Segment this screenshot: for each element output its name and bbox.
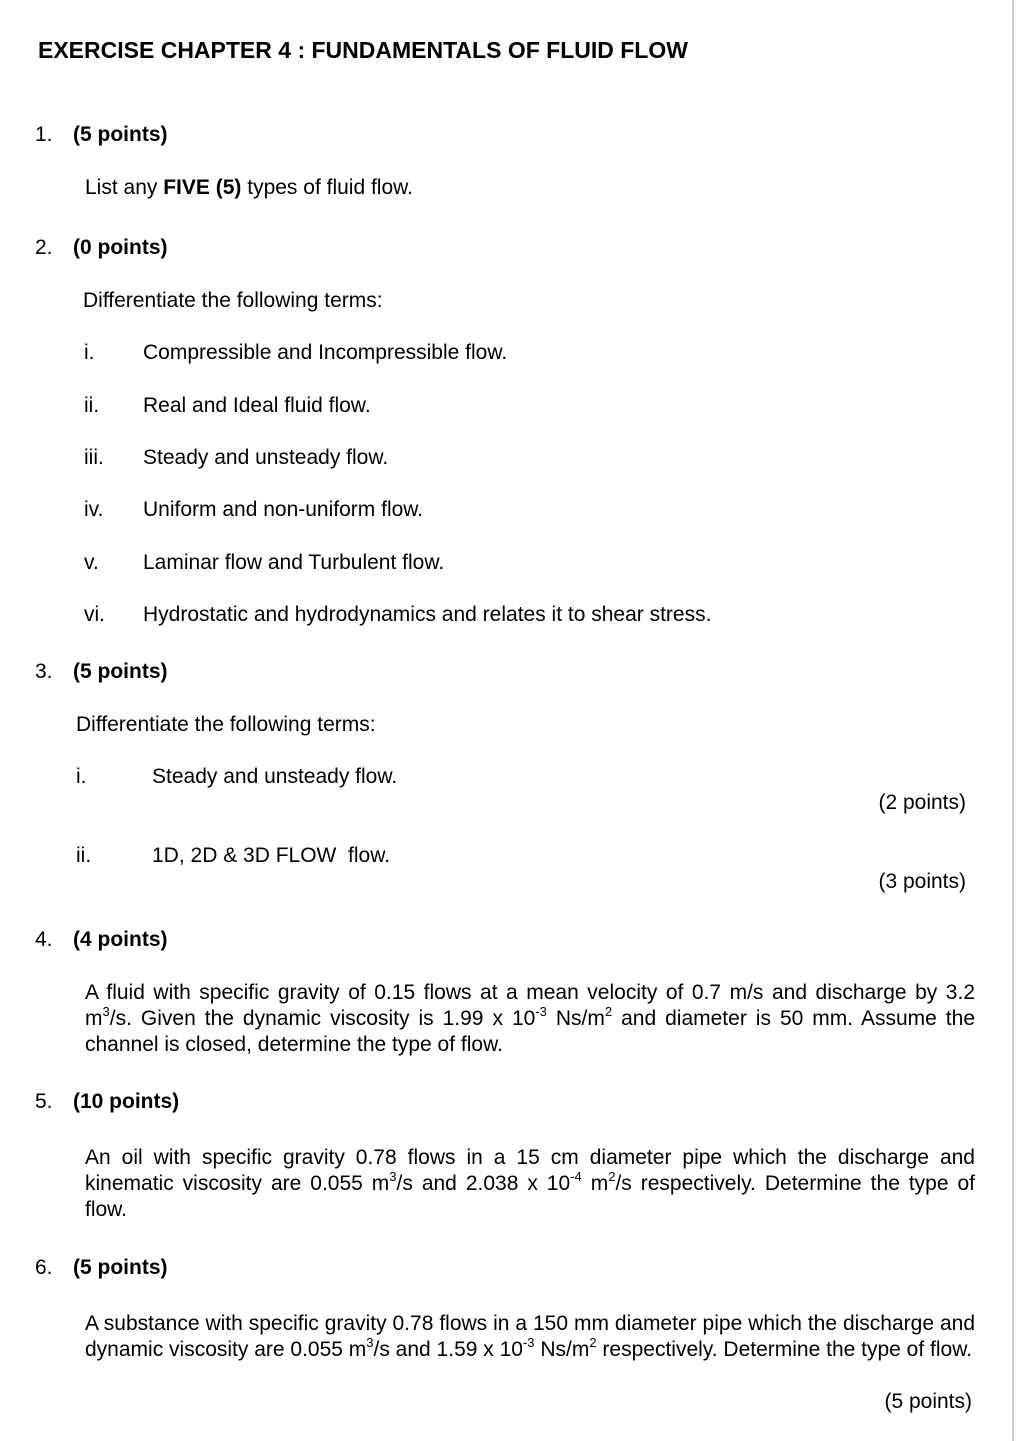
q5-number: 5. [35,1090,53,1113]
q6-points: (5 points) [73,1256,168,1279]
page-title: EXERCISE CHAPTER 4 : FUNDAMENTALS OF FLUID FLOW [38,37,688,63]
q2-number: 2. [35,236,53,259]
q2-intro: Differentiate the following terms: [83,289,383,312]
q2-item-text: Real and Ideal fluid flow. [143,394,371,417]
q2-points: (0 points) [73,236,168,259]
q3-item-roman: ii. [76,844,92,867]
q4-number: 4. [35,928,53,951]
q3-points: (5 points) [73,660,168,683]
q4-points: (4 points) [73,928,168,951]
q5-text: An oil with specific gravity 0.78 flows in a 15 cm diameter pipe which the discharge and kinematic viscosity are 0.055 $m^3/s$ and 2.038 x $10^{-4}$ $m^2/s$ respectively. Determine the type of flow. [85,1146,976,1221]
q2-item-roman: ii. [84,394,100,417]
q2-item-text: Uniform and non-uniform flow. [143,498,424,521]
q1-number: 1. [35,123,53,146]
q2-item-roman: i. [84,341,95,364]
q3-item-text: 1D, 2D & 3D FLOW flow. [152,844,391,867]
q6-end-points: (5 points) [884,1390,972,1413]
q3-number: 3. [35,660,53,683]
page-right-border [1012,0,1014,1441]
q3-item-points: (3 points) [878,870,966,893]
q3-item-roman: i. [76,765,87,788]
q3-item-points: (2 points) [878,791,966,814]
q2-item-roman: iii. [84,446,104,469]
q2-item-roman: iv. [84,498,104,521]
q2-item-text: Compressible and Incompressible flow. [143,341,508,364]
q1-text: List any FIVE (5) types of fluid flow. [85,176,413,199]
q6-text: A substance with specific gravity 0.78 flows in a 150 mm diameter pipe which the discharge and dynamic viscosity are 0.055 $m^3/s$ and 1.59 x $10^{-3}$ $Ns/m^2$ respectively. Determine the type of flow. [85,1312,975,1361]
q2-item-text: Hydrostatic and hydrodynamics and relates it to shear stress. [143,603,712,626]
q3-intro: Differentiate the following terms: [76,713,376,736]
q2-item-text: Laminar flow and Turbulent flow. [143,551,445,574]
q2-item-roman: vi. [84,603,105,626]
q2-item-text: Steady and unsteady flow. [143,446,389,469]
q6-number: 6. [35,1256,53,1279]
q1-points: (5 points) [73,123,168,146]
q2-item-roman: v. [84,551,99,574]
q4-text: A fluid with specific gravity of 0.15 flows at a mean velocity of 0.7 m/s and discharge by 3.2 $m^3/s$. Given the dynamic viscosity is 1.99 x $10^{-3}$ $Ns/m^2$ and diameter is 50 mm. Assume the channel is closed, determine the type of flow. [85,981,975,1056]
q3-item-text: Steady and unsteady flow. [152,765,398,788]
q5-points: (10 points) [73,1090,180,1113]
